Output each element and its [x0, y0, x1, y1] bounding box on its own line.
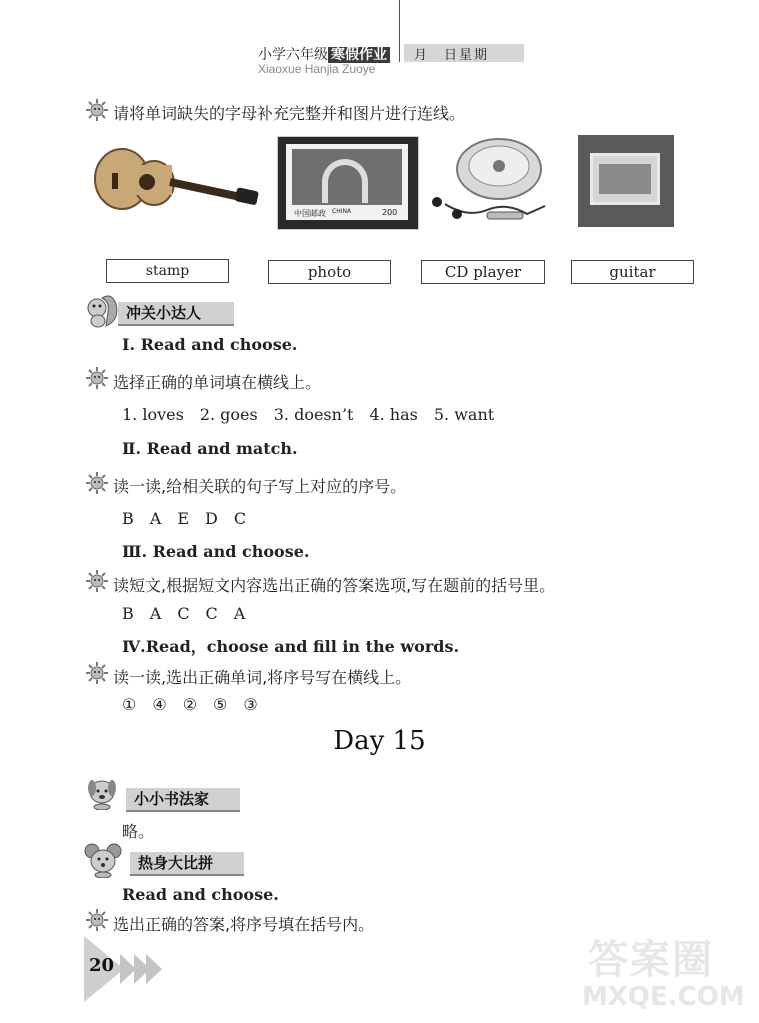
watermark-url: MXQE.COM — [582, 982, 745, 1012]
squirrel-icon — [84, 290, 120, 328]
part1-heading: Ⅰ. Read and choose. — [122, 335, 298, 354]
part1-answers: 1. loves 2. goes 3. doesn’t 4. has 5. want — [122, 405, 495, 424]
section-calligraphy-title: 小小书法家 — [126, 788, 240, 812]
photo-frame-image — [578, 135, 674, 227]
header-divider-line — [399, 0, 400, 62]
word-box-guitar: guitar — [571, 260, 694, 284]
section-challenge-title: 冲关小达人 — [118, 302, 234, 326]
stamp-value: 200 — [382, 208, 398, 217]
part3-instruction: 读短文,根据短文内容选出正确的答案选项,写在题前的括号里。 — [113, 576, 556, 595]
stamp-image — [277, 136, 419, 230]
sun-icon — [86, 662, 108, 684]
mouse-icon — [84, 842, 122, 878]
part2-answers: B A E D C — [122, 509, 247, 528]
stamp-country: CHINA — [332, 208, 352, 215]
part4-heading: Ⅳ.Read，choose and fill in the words. — [122, 637, 460, 656]
header-title-highlight: 寒假作业 — [328, 47, 390, 63]
cd-player-image — [427, 136, 552, 228]
part1-instruction: 选择正确的单词填在横线上。 — [113, 373, 322, 392]
part3-heading: Ⅲ. Read and choose. — [122, 542, 310, 561]
day-title: Day 15 — [333, 726, 426, 756]
puppy-icon — [86, 776, 122, 810]
calligraphy-content: 略。 — [122, 822, 155, 841]
sun-icon — [86, 570, 108, 592]
word-box-stamp: stamp — [106, 259, 229, 283]
warmup-heading: Read and choose. — [122, 885, 279, 904]
sun-icon — [86, 909, 108, 931]
header-title: 小学六年级 寒假作业 — [258, 44, 390, 64]
header-date-fields: 月 日星期 — [404, 44, 524, 62]
stamp-caption: 中国邮政 — [294, 209, 326, 218]
watermark-logo: 答案圈 — [588, 937, 714, 983]
sun-icon — [86, 472, 108, 494]
part4-instruction: 读一读,选出正确单词,将序号写在横线上。 — [113, 668, 412, 687]
part3-answers: B A C C A — [122, 604, 246, 623]
word-box-photo: photo — [268, 260, 391, 284]
section-warmup-title: 热身大比拼 — [130, 852, 244, 876]
part2-heading: Ⅱ. Read and match. — [122, 439, 298, 458]
word-box-cd-player: CD player — [421, 260, 545, 284]
guitar-image — [92, 137, 264, 215]
page-number: 20 — [89, 955, 115, 976]
part2-instruction: 读一读,给相关联的句子写上对应的序号。 — [113, 477, 407, 496]
sun-icon — [86, 367, 108, 389]
sun-icon — [86, 99, 108, 121]
part4-answers: ① ④ ② ⑤ ③ — [122, 695, 258, 714]
warmup-instruction: 选出正确的答案,将序号填在括号内。 — [113, 915, 375, 934]
header-subtitle: Xiaoxue Hanjia Zuoye — [258, 62, 376, 76]
task1-instruction: 请将单词缺失的字母补充完整并和图片进行连线。 — [113, 104, 466, 123]
